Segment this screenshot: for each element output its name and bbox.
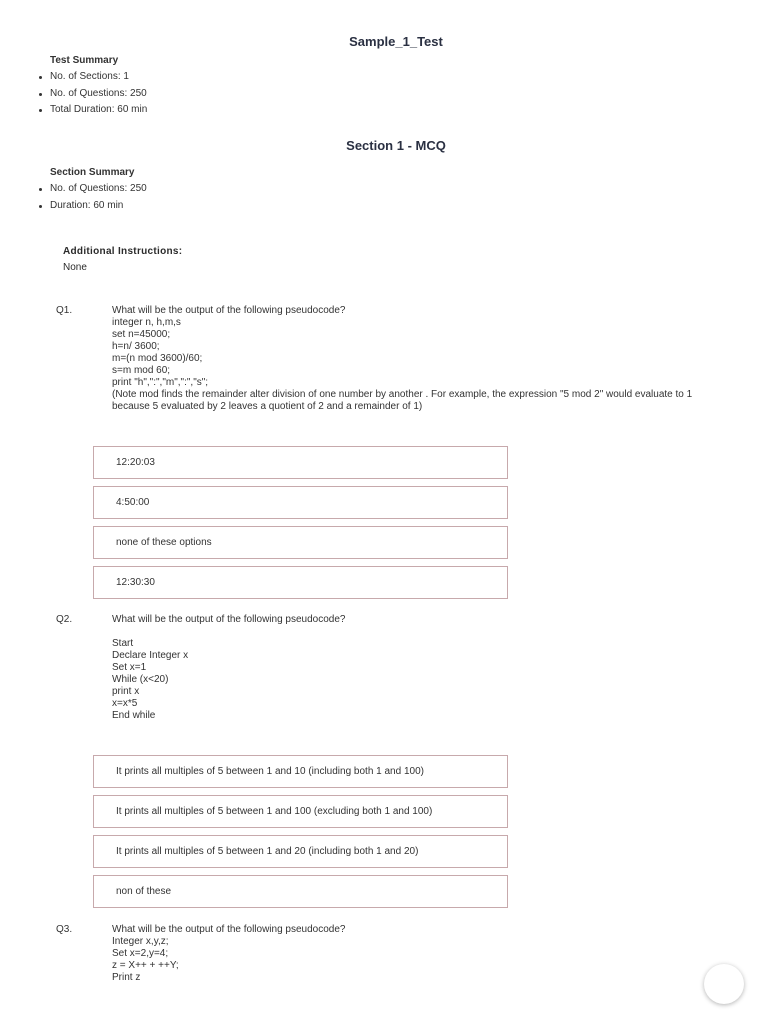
question-line: Start (112, 638, 134, 649)
question-line: What will be the output of the following pseudocode? (112, 305, 346, 316)
additional-instructions-text: None (63, 262, 87, 273)
answer-option[interactable]: non of these (93, 875, 508, 908)
question-line: x=x*5 (112, 698, 138, 709)
test-title: Sample_1_Test (349, 34, 443, 49)
section-title: Section 1 - MCQ (346, 138, 446, 153)
test-summary-list (50, 69, 147, 119)
question-line: Set x=1 (112, 662, 147, 673)
question-line: Declare Integer x (112, 650, 189, 661)
answer-option[interactable]: It prints all multiples of 5 between 1 and 10 (including both 1 and 100) (93, 755, 508, 788)
question-text (112, 305, 742, 413)
question-number: Q2. (56, 614, 73, 625)
test-summary-item: No. of Questions: 250 (50, 86, 147, 103)
question-line: m=(n mod 3600)/60; (112, 353, 203, 364)
answer-option[interactable]: It prints all multiples of 5 between 1 and 100 (excluding both 1 and 100) (93, 795, 508, 828)
section-summary-item: Duration: 60 min (50, 198, 147, 215)
question-line: While (x<20) (112, 674, 169, 685)
question-line: What will be the output of the following pseudocode? (112, 924, 346, 935)
question-line: s=m mod 60; (112, 365, 171, 376)
test-summary-item: No. of Sections: 1 (50, 69, 147, 86)
question-line: Integer x,y,z; (112, 936, 169, 947)
question-text (112, 924, 742, 984)
question-line: Set x=2,y=4; (112, 948, 169, 959)
question-line: print x (112, 686, 140, 697)
answer-option[interactable]: 12:20:03 (93, 446, 508, 479)
section-summary-heading: Section Summary (50, 167, 135, 178)
answer-option[interactable]: 12:30:30 (93, 566, 508, 599)
test-summary (50, 55, 147, 119)
question-line: because 5 evaluated by 2 leaves a quotient of 2 and a remainder of 1) (112, 401, 423, 412)
question-number: Q1. (56, 305, 73, 316)
answer-option[interactable]: 4:50:00 (93, 486, 508, 519)
question-line: Print z (112, 972, 141, 983)
question-line: End while (112, 710, 156, 721)
question-line: integer n, h,m,s (112, 317, 181, 328)
question-line: print "h",":","m",":","s"; (112, 377, 209, 388)
additional-instructions (63, 246, 182, 273)
question-line: What will be the output of the following pseudocode? (112, 614, 346, 625)
test-summary-item: Total Duration: 60 min (50, 102, 147, 119)
section-summary-list (50, 181, 147, 214)
question-line: set n=45000; (112, 329, 171, 340)
question-line: h=n/ 3600; (112, 341, 160, 352)
answer-option[interactable]: none of these options (93, 526, 508, 559)
test-summary-heading: Test Summary (50, 55, 119, 66)
question-number: Q3. (56, 924, 73, 935)
section-summary-item: No. of Questions: 250 (50, 181, 147, 198)
question-line: z = X++ + ++Y; (112, 960, 179, 971)
section-summary (50, 167, 147, 214)
floating-action-button[interactable] (704, 964, 744, 1004)
question-text (112, 614, 742, 722)
answer-option[interactable]: It prints all multiples of 5 between 1 and 20 (including both 1 and 20) (93, 835, 508, 868)
question-line: (Note mod finds the remainder alter division of one number by another . For example, the expression "5 mod 2" would evaluate to 1 (112, 389, 693, 400)
question-line (112, 626, 742, 638)
additional-instructions-heading: Additional Instructions: (63, 246, 183, 257)
